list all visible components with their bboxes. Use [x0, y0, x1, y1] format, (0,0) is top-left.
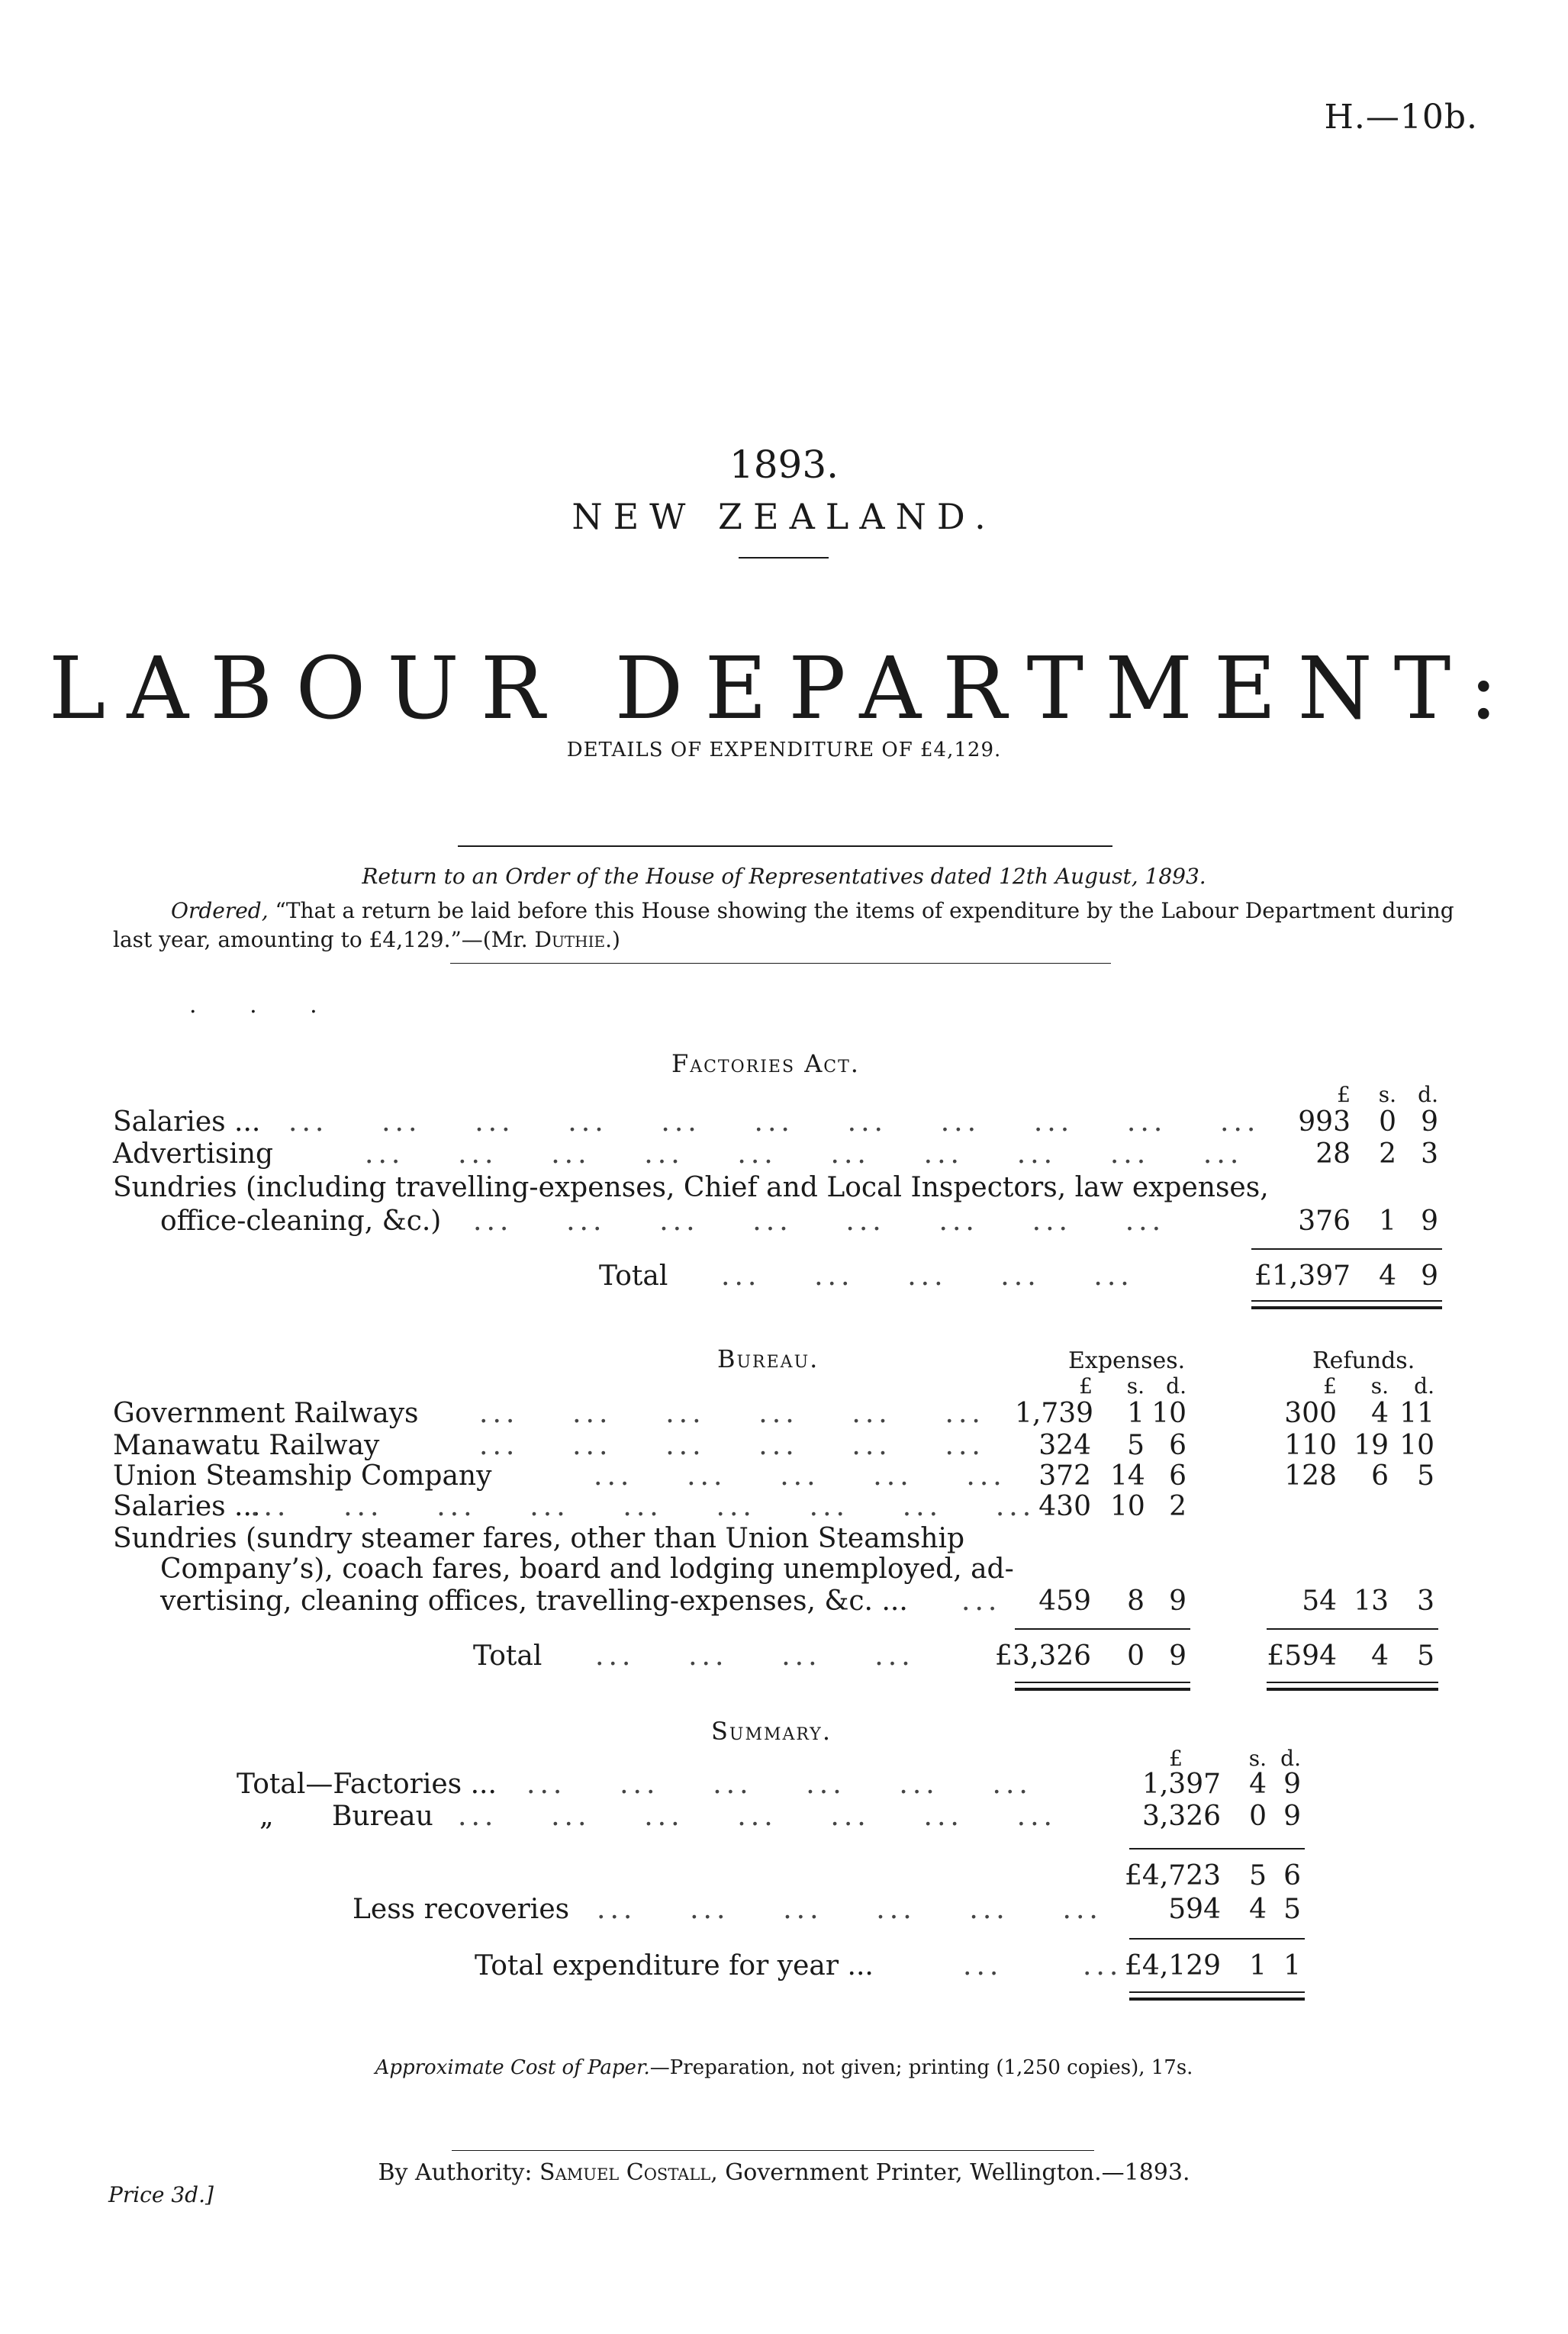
- bureau-refunds-head: Refunds.: [1312, 1347, 1415, 1374]
- bureau-exp-pounds: 459: [1038, 1586, 1091, 1617]
- factories-pence: 3: [1421, 1138, 1438, 1170]
- bureau-ref-pence: 10: [1399, 1430, 1434, 1461]
- dot-leader: ...: [961, 1586, 1002, 1617]
- factories-row-label-cont: office-cleaning, &c.): [160, 1206, 442, 1237]
- bureau-ref-shillings: 19: [1354, 1430, 1389, 1461]
- factories-shillings: 0: [1379, 1106, 1396, 1138]
- factories-total-rule-2: [1251, 1306, 1442, 1309]
- summary-heading: Summary.: [711, 1717, 832, 1746]
- factories-col-pounds: £: [1337, 1082, 1351, 1107]
- bureau-exp-pounds: 1,739: [1015, 1398, 1094, 1429]
- summary-total-rule-1: [1129, 1991, 1305, 1993]
- ordered-end: .): [605, 927, 620, 952]
- bureau-ref-shillings: 6: [1371, 1460, 1389, 1492]
- bureau-ref-pounds: 54: [1302, 1586, 1337, 1617]
- factories-pounds: 993: [1298, 1106, 1351, 1138]
- dot-leader: ... ... ... ... ...: [721, 1260, 1134, 1292]
- bureau-sundries-line-3: vertising, cleaning offices, travelling-expenses, &c. ...: [160, 1586, 908, 1617]
- bureau-exp-pounds: 430: [1038, 1491, 1091, 1522]
- bureau-ref-pence: 3: [1417, 1586, 1434, 1617]
- bureau-total-ref-pence: 5: [1417, 1640, 1434, 1672]
- printer-authority: [0, 2159, 1568, 2186]
- bureau-ref-shillings: 13: [1354, 1586, 1389, 1617]
- factories-subtotal-rule: [1251, 1248, 1442, 1250]
- ordered-label: Ordered,: [171, 898, 269, 923]
- bureau-exp-col-shillings: s.: [1126, 1373, 1145, 1399]
- dot-leader: ... ... ... ... ...: [594, 1460, 1006, 1492]
- summary-less-pounds: 594: [1168, 1894, 1221, 1925]
- summary-factories-shillings: 4: [1249, 1769, 1267, 1800]
- factories-row: [113, 1138, 1244, 1170]
- summary-less-pence: 5: [1283, 1894, 1301, 1925]
- factories-total-rule-1: [1251, 1300, 1442, 1302]
- factories-total-pence: 9: [1421, 1260, 1438, 1292]
- bureau-total-exp-pounds: £3,326: [995, 1640, 1091, 1672]
- factories-row: [160, 1206, 1166, 1237]
- summary-factories-pounds: 1,397: [1141, 1769, 1221, 1800]
- bureau-exp-col-pounds: £: [1079, 1373, 1093, 1399]
- summary-total-row: [475, 1950, 1123, 1981]
- bureau-row: [113, 1460, 1006, 1492]
- title-divider: [739, 557, 829, 559]
- bureau-total-exp-pence: 9: [1169, 1640, 1186, 1672]
- order-bottom-rule: [450, 963, 1111, 964]
- cost-of-paper-note: [0, 2056, 1568, 2079]
- bureau-ref-total-rule-1: [1267, 1682, 1438, 1683]
- bureau-exp-shillings: 10: [1110, 1491, 1145, 1522]
- summary-total-label: Total expenditure for year ...: [475, 1950, 874, 1981]
- summary-less-shillings: 4: [1249, 1894, 1267, 1925]
- page-title: LABOUR DEPARTMENT:: [48, 639, 1520, 739]
- summary-row: [353, 1894, 1103, 1925]
- factories-row-label: Sundries (including travelling-expenses, Chief and Local Inspectors, law expenses,: [113, 1172, 1269, 1203]
- bureau-sundries-line-1: Sundries (sundry steamer fares, other than Union Steamship: [113, 1523, 965, 1554]
- summary-bureau-pence: 9: [1283, 1801, 1301, 1832]
- summary-col-pence: d.: [1280, 1746, 1301, 1771]
- authority-suffix: , Government Printer, Wellington.—1893.: [710, 2159, 1190, 2186]
- summary-total-rule-2: [1129, 1998, 1305, 2001]
- printer-name: Samuel Costall: [539, 2159, 711, 2186]
- order-top-rule: [458, 845, 1112, 847]
- bureau-total-label: Total: [473, 1640, 543, 1672]
- page-subtitle: DETAILS OF EXPENDITURE OF £4,129.: [566, 739, 1002, 761]
- dot-leader: ... ... ... ... ... ... ... ... ... ...: [365, 1138, 1244, 1170]
- bureau-exp-pence: 10: [1151, 1398, 1186, 1429]
- ordered-member-name: Duthie: [534, 927, 606, 952]
- year: 1893.: [729, 443, 839, 487]
- summary-factories-pence: 9: [1283, 1769, 1301, 1800]
- summary-total-pence: 1: [1283, 1950, 1301, 1981]
- bureau-ref-total-rule-2: [1267, 1688, 1438, 1691]
- summary-bureau-label: Bureau: [332, 1801, 433, 1832]
- bureau-total-ref-shillings: 4: [1371, 1640, 1389, 1672]
- bureau-exp-total-rule-1: [1015, 1682, 1190, 1683]
- bureau-ref-subtotal-rule: [1267, 1628, 1438, 1630]
- factories-row-label: Salaries ...: [113, 1106, 261, 1138]
- bureau-total-ref-pounds: £594: [1267, 1640, 1337, 1672]
- bureau-ref-col-pounds: £: [1323, 1373, 1337, 1399]
- summary-subtotal-shillings: 5: [1249, 1860, 1267, 1891]
- dot-leader: ... ... ... ... ... ...: [479, 1398, 985, 1429]
- bureau-ref-shillings: 4: [1371, 1398, 1389, 1429]
- dot-leader: ... ... ... ... ... ...: [526, 1769, 1032, 1800]
- bureau-exp-pence: 6: [1169, 1460, 1186, 1492]
- factories-row: [113, 1106, 1261, 1138]
- factories-total-row: [599, 1260, 1134, 1292]
- bureau-row: [113, 1430, 985, 1461]
- bureau-ref-pounds: 300: [1284, 1398, 1337, 1429]
- ordered-text: “That a return be laid before this House showing the items of expenditure by the Labour Department during last year, amounting to £4,129.”—(Mr.: [113, 898, 1454, 952]
- document-reference: H.—10b.: [1324, 98, 1478, 137]
- bureau-exp-shillings: 8: [1127, 1586, 1145, 1617]
- dot-leader: ... ... ... ... ... ... ... ...: [473, 1206, 1166, 1237]
- factories-shillings: 1: [1379, 1206, 1396, 1237]
- bureau-ref-pence: 5: [1417, 1460, 1434, 1492]
- cost-label: Approximate Cost of Paper.: [375, 2056, 650, 2079]
- bureau-row: [113, 1491, 1036, 1522]
- bureau-exp-col-pence: d.: [1166, 1373, 1186, 1399]
- bureau-ref-pounds: 128: [1284, 1460, 1337, 1492]
- summary-row: [259, 1801, 1057, 1832]
- bureau-row: [113, 1398, 985, 1429]
- bureau-ref-col-pence: d.: [1414, 1373, 1434, 1399]
- return-order-line: Return to an Order of the House of Representatives dated 12th August, 1893.: [362, 864, 1206, 889]
- cost-text: —Preparation, not given; printing (1,250 copies), 17s.: [649, 2056, 1193, 2079]
- factories-pounds: 376: [1298, 1206, 1351, 1237]
- dot-leader: ... ...: [963, 1950, 1123, 1981]
- factories-col-shillings: s.: [1378, 1082, 1396, 1107]
- summary-subtotal-pence: 6: [1283, 1860, 1301, 1891]
- summary-less-label: Less recoveries: [353, 1894, 570, 1925]
- price: Price 3d.]: [108, 2182, 214, 2207]
- factories-pence: 9: [1421, 1206, 1438, 1237]
- factories-pounds: 28: [1315, 1138, 1351, 1170]
- ordered-paragraph: [113, 897, 1456, 955]
- summary-col-pounds: £: [1169, 1746, 1183, 1771]
- bureau-exp-shillings: 1: [1127, 1398, 1145, 1429]
- bureau-exp-total-rule-2: [1015, 1688, 1190, 1691]
- bureau-exp-pence: 2: [1169, 1491, 1186, 1522]
- factories-total-label: Total: [599, 1260, 668, 1292]
- bureau-total-exp-shillings: 0: [1127, 1640, 1145, 1672]
- bureau-ref-pence: 11: [1399, 1398, 1434, 1429]
- factories-pence: 9: [1421, 1106, 1438, 1138]
- summary-total-shillings: 1: [1249, 1950, 1267, 1981]
- bureau-heading: Bureau.: [717, 1344, 819, 1373]
- factories-total-pounds: £1,397: [1254, 1260, 1351, 1292]
- country: NEW ZEALAND.: [571, 496, 997, 537]
- bureau-sundries-line-2: Company’s), coach fares, board and lodging unemployed, ad-: [160, 1553, 1014, 1585]
- factories-shillings: 2: [1379, 1138, 1396, 1170]
- bureau-exp-pounds: 372: [1038, 1460, 1091, 1492]
- bureau-exp-pence: 6: [1169, 1430, 1186, 1461]
- summary-subtotal-pounds: £4,723: [1125, 1860, 1221, 1891]
- bureau-exp-pounds: 324: [1038, 1430, 1091, 1461]
- factories-total-shillings: 4: [1379, 1260, 1396, 1292]
- bureau-total-row: [473, 1640, 915, 1672]
- summary-col-shillings: s.: [1248, 1746, 1267, 1771]
- footer-rule: [452, 2150, 1094, 2151]
- bureau-expenses-head: Expenses.: [1068, 1347, 1186, 1374]
- bureau-row-label: Union Steamship Company: [113, 1460, 492, 1492]
- summary-total-pounds: £4,129: [1125, 1950, 1221, 1981]
- factories-heading: Factories Act.: [671, 1049, 860, 1078]
- summary-bureau-pounds: 3,326: [1141, 1801, 1221, 1832]
- bureau-exp-shillings: 14: [1110, 1460, 1145, 1492]
- bureau-exp-subtotal-rule: [1015, 1628, 1190, 1630]
- bureau-ref-pounds: 110: [1284, 1430, 1337, 1461]
- dot-leader: ... ... ... ... ... ...: [597, 1894, 1103, 1925]
- bureau-row: [160, 1586, 1002, 1617]
- bureau-row-label: Manawatu Railway: [113, 1430, 380, 1461]
- summary-bureau-shillings: 0: [1249, 1801, 1267, 1832]
- dot-leader: ... ... ... ...: [595, 1640, 915, 1672]
- summary-row: [237, 1769, 1032, 1800]
- bureau-exp-pence: 9: [1169, 1586, 1186, 1617]
- dot-leader: ... ... ... ... ... ... ...: [458, 1801, 1057, 1832]
- summary-subtotal-rule: [1129, 1848, 1305, 1849]
- bureau-row-label: Salaries ...: [113, 1491, 261, 1522]
- factories-row-label: Advertising: [113, 1138, 274, 1170]
- summary-factories-label: Total—Factories ...: [237, 1769, 497, 1800]
- summary-total-top-rule: [1129, 1938, 1305, 1940]
- dot-leader: ... ... ... ... ... ... ... ... ...: [250, 1491, 1036, 1522]
- bureau-ref-col-shillings: s.: [1370, 1373, 1389, 1399]
- dot-leader: ... ... ... ... ... ...: [479, 1430, 985, 1461]
- authority-prefix: By Authority:: [378, 2159, 540, 2186]
- factories-col-pence: d.: [1418, 1082, 1438, 1107]
- bureau-exp-shillings: 5: [1127, 1430, 1145, 1461]
- summary-ditto-mark: „: [259, 1801, 274, 1832]
- dot-leader: ... ... ... ... ... ... ... ... ... ... ...: [288, 1106, 1261, 1138]
- bureau-row-label: Government Railways: [113, 1398, 419, 1429]
- stray-marks: . . .: [189, 992, 340, 1019]
